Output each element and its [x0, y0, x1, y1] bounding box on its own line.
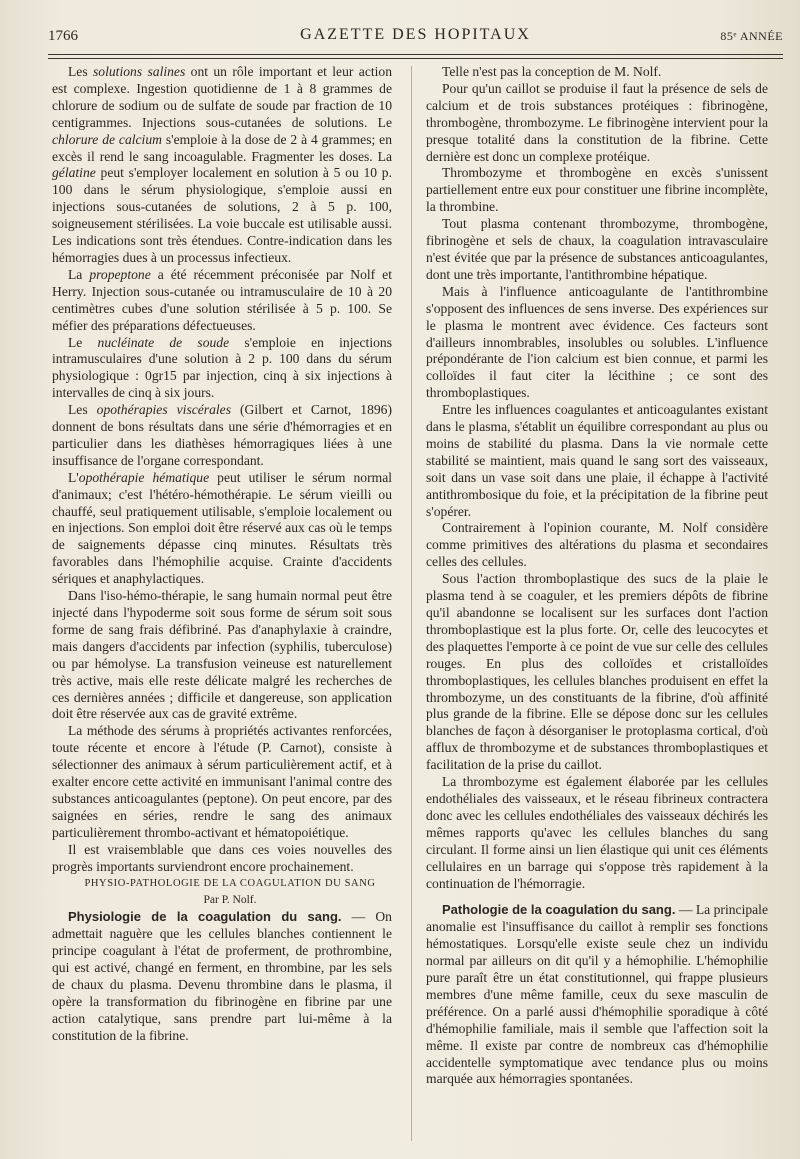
section-title: PHYSIO-PATHOLOGIE DE LA COAGULATION DU SANG [84, 877, 376, 889]
paragraph-iso-hemo-therapie: Dans l'iso-hémo-thérapie, le sang humain normal peut être injecté dans l'hypoderme soit sous forme de sérum soit sous forme de sang frais défibriné. Pas d'anaphylaxie à craindre, mais dangers d'accidents par infection (syphilis, tuberculose) ou par hémolyse. La transfusion veineuse est naturellement très active, mais elle reste délicate malgré les recherches de ces dernières années ; difficile et dangereuse, son application doit être réservée aux cas de gravité extrême. [52, 588, 392, 722]
paragraph-antithrombine: Mais à l'influence anticoagulante de l'antithrombine s'opposent des influences de sens inverse. Des expériences sur le plasma le montrent avec évidence. Ces facteurs sont d'ailleurs innombrables, insolubles ou solubles. L'influence prépondérante de l'ion calcium est bien connue, et parmi les colloïdes il faut citer la lécithine ; ce sont des thromboplastiques. [426, 283, 768, 401]
paragraph-conception: Telle n'est pas la conception de M. Nolf. [442, 64, 662, 79]
paragraph-endotheliales: La thrombozyme est également élaborée par les cellules endothéliales des vaisseaux, et le réseau fibrineux contractera donc avec les cellules endothéliales des vaisseaux déchirés les mêmes rapports qu'avec les cellules blanches du sang circulant. Il forme ainsi un lien élastique qui unit ces éléments cellulaires en un barrage qui s'oppose très rapidement à la continuation de l'hémorragie. [426, 774, 768, 891]
page-number: 1766 [48, 28, 78, 44]
paragraph-propeptone: La propeptone a été récemment préconisée par Nolf et Herry. Injection sous-cutanée ou intramusculaire de 10 à 20 centimètres cubes d'une solution stérilisée à 5 p. 100. Se méfier des préparations défectueuses. [52, 266, 392, 333]
right-column [426, 64, 768, 1088]
paragraph-opotherapies: Les opothérapies viscérales (Gilbert et Carnot, 1896) donnent de bons résultats dans une série d'hémorragies et en particulier dans les diathèses hémorragiques liées à une insuffisance de l'organe correspondant. [52, 402, 392, 468]
paragraph-serums-activants: La méthode des sérums à propriétés activantes renforcées, toute récente et encore à l'étude (P. Carnot), consiste à sélectionner des animaux à sérum particulièrement actif, et à exalter encore cette activité en immunisant l'animal contre des substances anticoagulantes (peptone). On peut encore, par des saignées en séries, rendre le sang des animaux particulièrement thrombo-activant et hématopoiétique. [52, 723, 392, 840]
author-line: Par P. Nolf. [203, 894, 257, 907]
paragraph-equilibre: Entre les influences coagulantes et anticoagulantes existant dans le plasma, s'établit un équilibre correspondant au plus ou moins de stabilité du plasma. Dans la vie normale cette stabilité se maintient, mais quand le sang sort des vaisseaux, soit dans un vase soit dans une plaie, il échappe à l'activité antithrombosique du foie, et la précipitation de la fibrine peut s'opérer. [426, 402, 768, 519]
paragraph-physiologie: Physiologie de la coagulation du sang. — On admettait naguère que les cellules blanches contiennent le principe coagulant à l'état de proferment, de prothrombine, qui est activé, changé en ferment, en thrombine, par les sels de chaux du plasma. Devenu thrombine dans le plasma, il opère la transformation du fibrinogène en fibrine par une action catalytique, sans prendre part lui-même à la constitution de la fibrine. [52, 909, 392, 1043]
paragraph-opinion: Contrairement à l'opinion courante, M. Nolf considère comme primitives des altérations du plasma et secondaires celles des cellules. [426, 520, 768, 570]
year-label: 85ᵉ ANNÉE [720, 29, 783, 43]
paragraph-progres: Il est vraisemblable que dans ces voies nouvelles des progrès importants surviendront encore prochainement. [52, 841, 392, 874]
paragraph-presence: Pour qu'un caillot se produise il faut la présence de sels de calcium et de trois substances protéiques : fibrinogène, thrombogène, thrombozyme. Le fibrinogène intervient pour la presque totalité dans la constitution de la fibrine. Cette dernière est donc un complexe protéique. [426, 80, 768, 164]
paragraph-thromboplastique: Sous l'action thromboplastique des sucs de la plaie le plasma tend à se coaguler, et les premiers dépôts de fibrine qu'il abandonne se localisent sur les surfaces dont l'action thromboplastique est la plus forte. Or, celle des leucocytes et des plaquettes l'emporte à ce point de vue sur celle des cellules rouges. En plus des colloïdes et cristalloïdes thromboplastiques, les cellules blanches produisent en effet la thrombozyme, un des constituants de la fibrine, d'où affinité plus grande de la fibrine. Elle se dépose donc sur les cellules blanches de façon à désorganiser le protoplasma cortical, d'où afflux de thrombozyme et de substances thromboplastiques et facilitation de la prise du caillot. [426, 571, 768, 773]
paragraph-pathologie: Pathologie de la coagulation du sang. — La principale anomalie est l'insuffisance du caillot à remplir ses fonctions hémostatiques. Lorsqu'elle existe seule chez un individu normal par ailleurs on dit qu'il y a hémophilie. L'hémophilie pure paraît être un état constitutionnel, qui frappe plusieurs membres d'une même famille, ceux du sexe masculin de préférence. On a parlé aussi d'hémophilie sporadique à côté d'hémophilie familiale, mais il semble que l'affection soit la même. Il existe par contre de nombreux cas d'hémophilie accidentelle symptomatique avec tendance plus ou moins marquée aux hémorragies spontanées. [426, 902, 768, 1087]
paragraph-plasma: Tout plasma contenant thrombozyme, thrombogène, fibrinogène et sels de chaux, la coagulation intravasculaire n'est évitée que par la présence de substances anticoagulantes, dont une très importante, l'antithrombine hépatique. [426, 216, 768, 282]
paragraph-opotherapie-hematique: L'opothérapie hématique peut utiliser le sérum normal d'animaux; c'est l'hétéro-hémothérapie. Le sérum vieilli ou chauffé, seul pratiquement utilisable, s'emploie localement ou en injections. Son emploi doit être réservé aux cas où le temps de saignements dépasse cinq minutes. Résultats très favorables dans l'hémophilie acquise. Crainte d'accidents sériques et anaphylactiques. [52, 469, 393, 587]
run-in-heading: Physiologie de la coagulation du sang. [68, 909, 342, 925]
page-header [48, 26, 783, 50]
paragraph-nucleinate: Le nucléinate de soude s'emploie en injections intramusculaires d'une solution à 2 p. 100 dans du sérum physiologique : 0gr15 par injection, cinq à six injections à intervalles de cinq à six jours. [52, 334, 392, 401]
column-divider [411, 66, 412, 1141]
left-column [52, 64, 392, 1045]
journal-title: GAZETTE DES HOPITAUX [300, 26, 531, 43]
run-in-heading: Pathologie de la coagulation du sang. [442, 902, 676, 918]
paragraph-solutions-salines: Les solutions salines ont un rôle important et leur action est complexe. Ingestion quotidienne de 1 à 8 grammes de chlorure de sodium ou de sulfate de soude par fraction de 10 centigrammes. Injections sous-cutanées de solutions. Le chlorure de calcium s'emploie à la dose de 2 à 4 grammes; en excès il rend le sang incoagulable. Fragmenter les doses. La gélatine peut s'employer localement en solution à 5 ou 10 p. 100 dans le sérum physiologique, s'emploie aussi en injections sous-cutanées de solutions, 2 à 5 p. 100, soigneusement stérilisées. La voie buccale est utilisable aussi. Les indications sont très étendues. Contre-indication dans les hémorragies dues à un processus infectieux. [52, 64, 393, 265]
paragraph-thrombine: Thrombozyme et thrombogène en excès s'unissent partiellement entre eux pour constituer une fibrine incomplète, la thrombine. [426, 165, 768, 215]
header-rule-thick [48, 54, 783, 55]
header-rule-thin [48, 58, 783, 59]
